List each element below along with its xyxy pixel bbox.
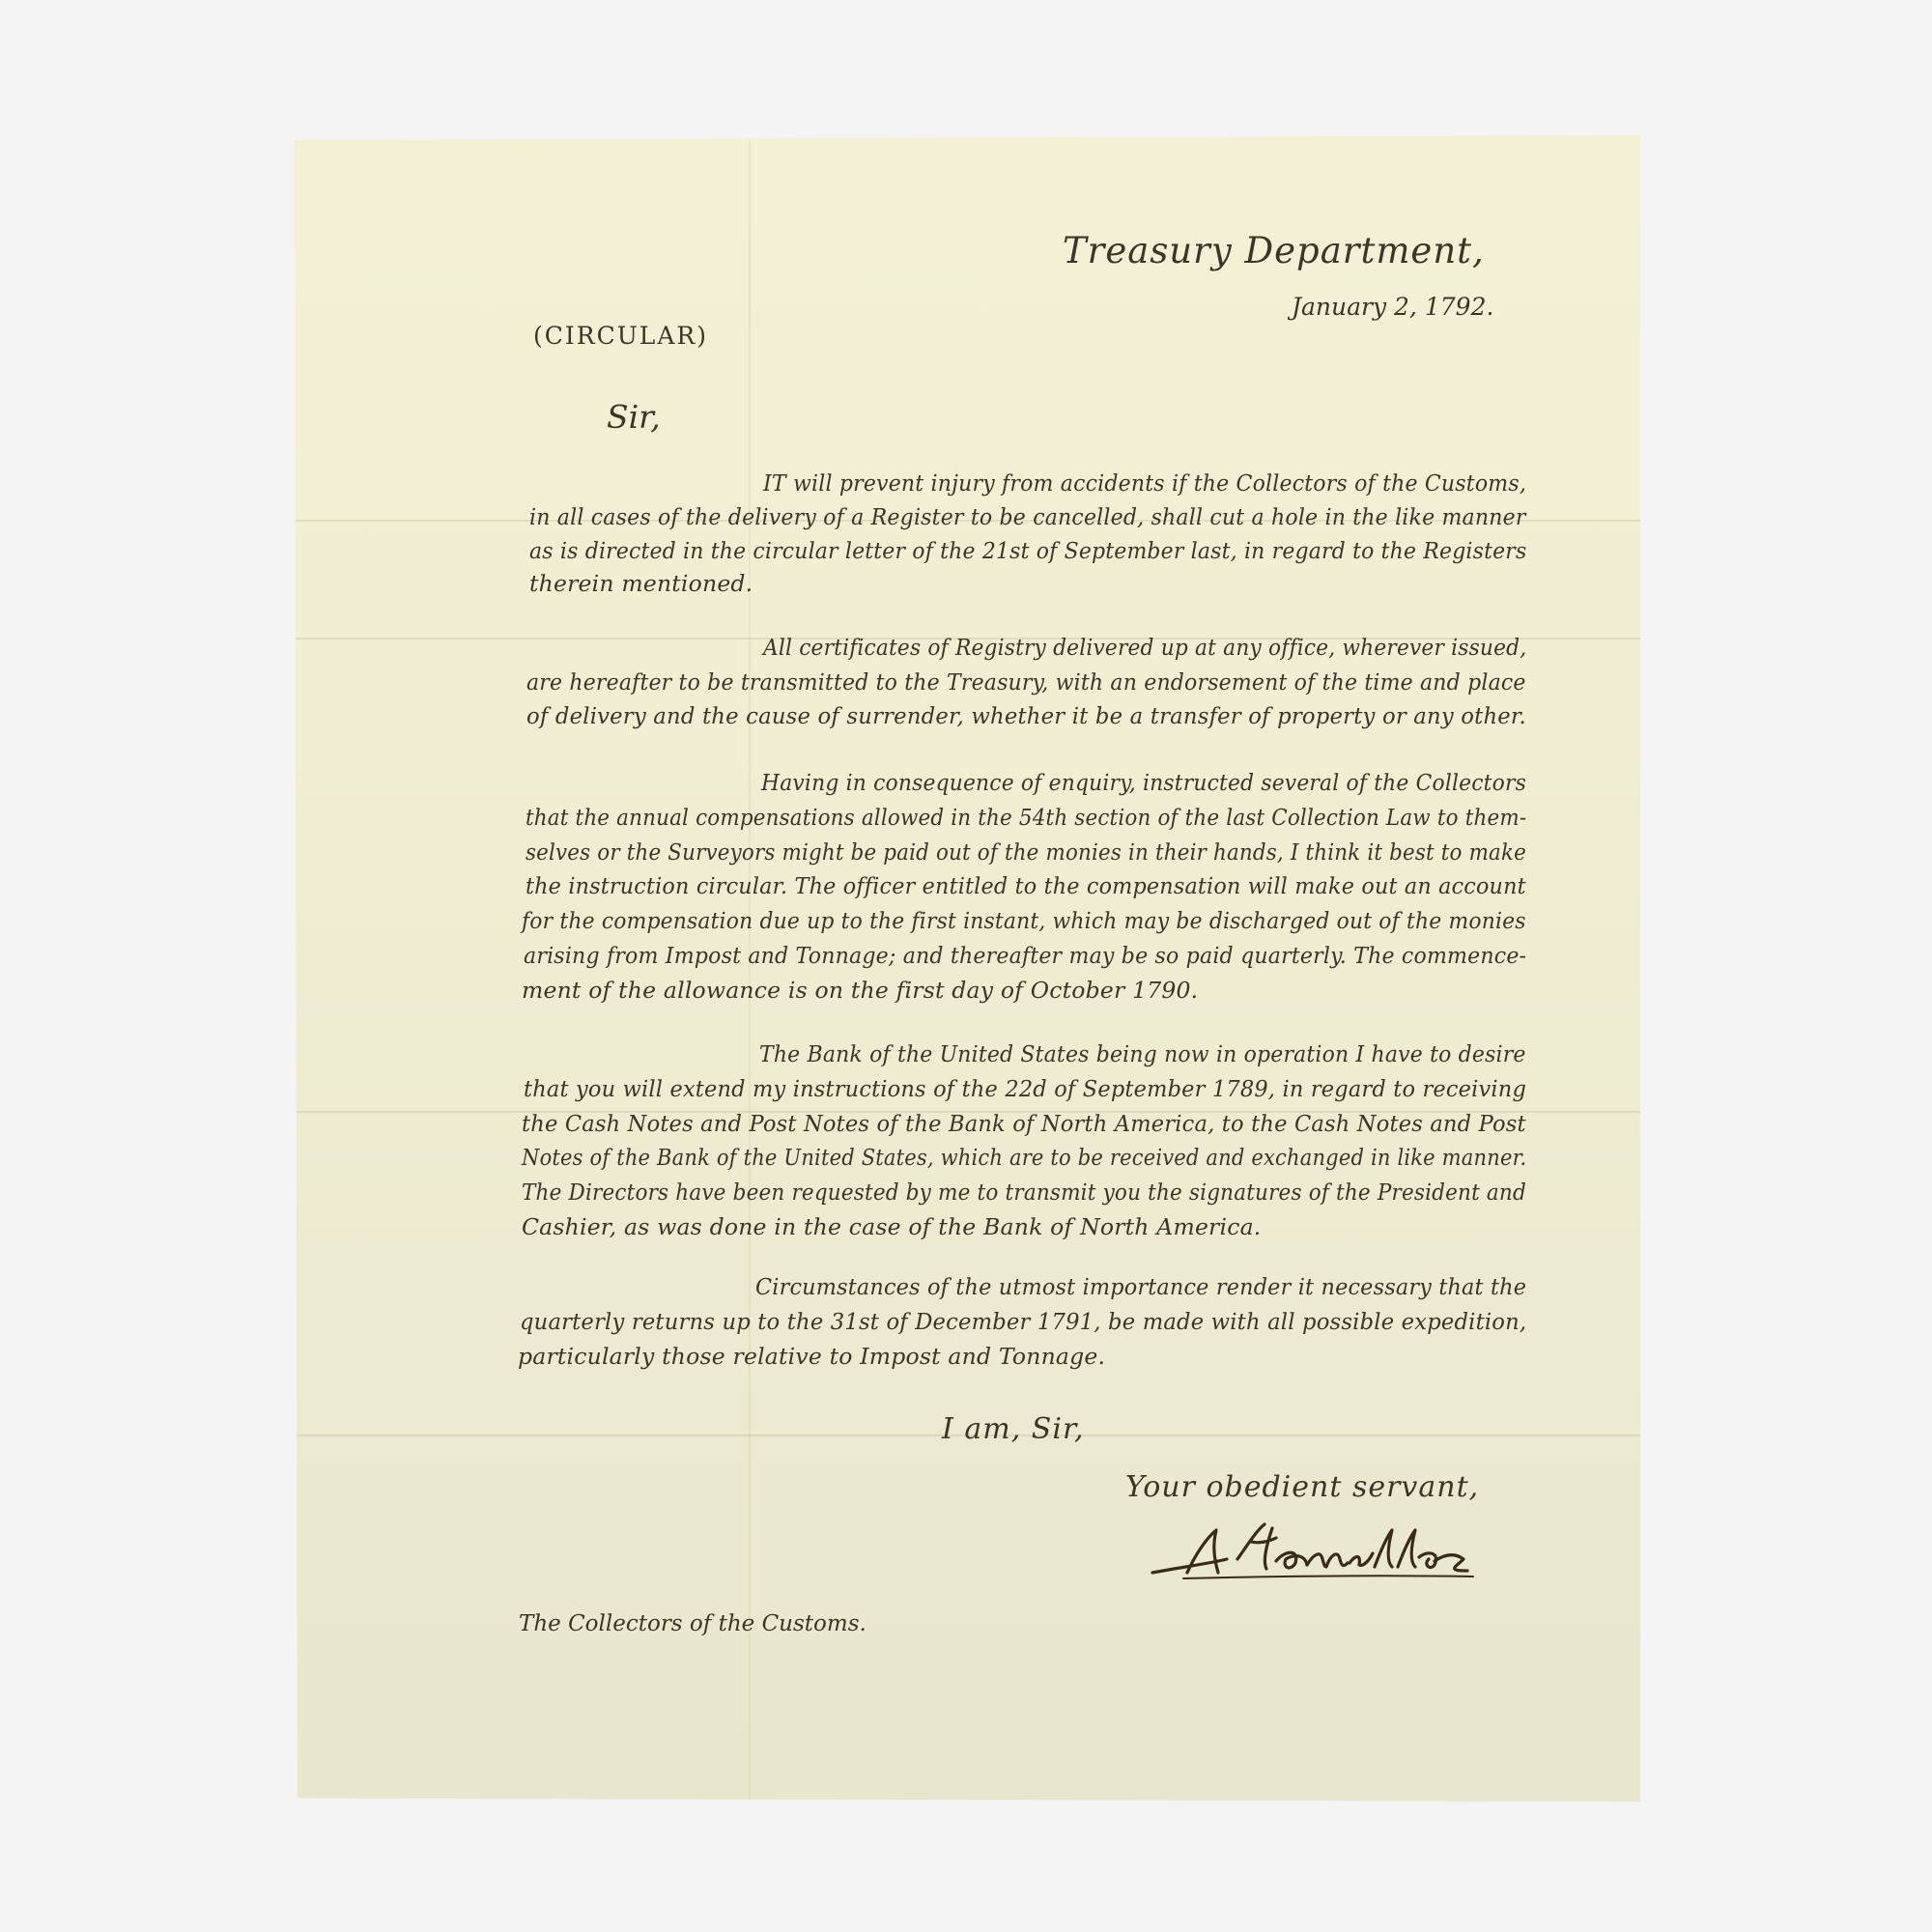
letter-line: the instruction circular. The officer entitled to the compensation will make out an account: [526, 872, 1526, 899]
letter-line: Having in consequence of enquiry, instructed several of the Collectors: [761, 769, 1526, 796]
letter-line: that the annual compensations allowed in the 54th section of the last Collection Law to them-: [526, 804, 1527, 831]
letter-line: Circumstances of the utmost importance render it necessary that the: [755, 1273, 1527, 1300]
salutation: Sir,: [607, 398, 661, 436]
letter-line: particularly those relative to Impost and Tonnage.: [518, 1343, 1106, 1370]
letter-line: that you will extend my instructions of the 22d of September 1789, in regard to receiving: [524, 1075, 1527, 1102]
letter-line: of delivery and the cause of surrender, whether it be a transfer of property or any other.: [526, 702, 1526, 729]
closing-line: Your obedient servant,: [1125, 1470, 1480, 1504]
letter-line: The Bank of the United States being now in operation I have to desire: [759, 1040, 1526, 1067]
letter-line: Cashier, as was done in the case of the Bank of North America.: [522, 1213, 1262, 1240]
letter-line: are hereafter to be transmitted to the Treasury, with an endorsement of the time and place: [526, 668, 1526, 696]
circular-label: (CIRCULAR): [533, 322, 709, 350]
letter-line: All certificates of Registry delivered up at any office, wherever issued,: [763, 634, 1527, 661]
letter-line: therein mentioned.: [529, 570, 753, 597]
letter-line: Notes of the Bank of the United States, which are to be received and exchanged in like manner.: [522, 1144, 1527, 1171]
addressee: The Collectors of the Customs.: [519, 1611, 867, 1636]
letter-line: arising from Impost and Tonnage; and thereafter may be so paid quarterly. The commence-: [524, 942, 1527, 969]
letter-line: in all cases of the delivery of a Register to be cancelled, shall cut a hole in the like manner: [529, 503, 1526, 530]
signature: [1145, 1517, 1478, 1586]
letter-line: quarterly returns up to the 31st of December 1791, be made with all possible expedition,: [520, 1308, 1527, 1335]
letter-line: IT will prevent injury from accidents if the Collectors of the Customs,: [763, 469, 1527, 497]
closing-line: I am, Sir,: [942, 1412, 1085, 1446]
letter-line: as is directed in the circular letter of the 21st of September last, in regard to the Registers: [529, 537, 1527, 564]
letter-line: ment of the allowance is on the first day of October 1790.: [522, 977, 1199, 1004]
letter-line: selves or the Surveyors might be paid out of the monies in their hands, I think it best to make: [526, 838, 1526, 866]
letter-date: January 2, 1792.: [1292, 293, 1494, 321]
letter-line: the Cash Notes and Post Notes of the Bank of North America, to the Cash Notes and Post: [522, 1110, 1526, 1137]
letter-line: The Directors have been requested by me to transmit you the signatures of the President and: [522, 1179, 1526, 1206]
letter-line: for the compensation due up to the first instant, which may be discharged out of the monies: [522, 907, 1526, 934]
letter-heading: Treasury Department,: [1063, 230, 1485, 271]
